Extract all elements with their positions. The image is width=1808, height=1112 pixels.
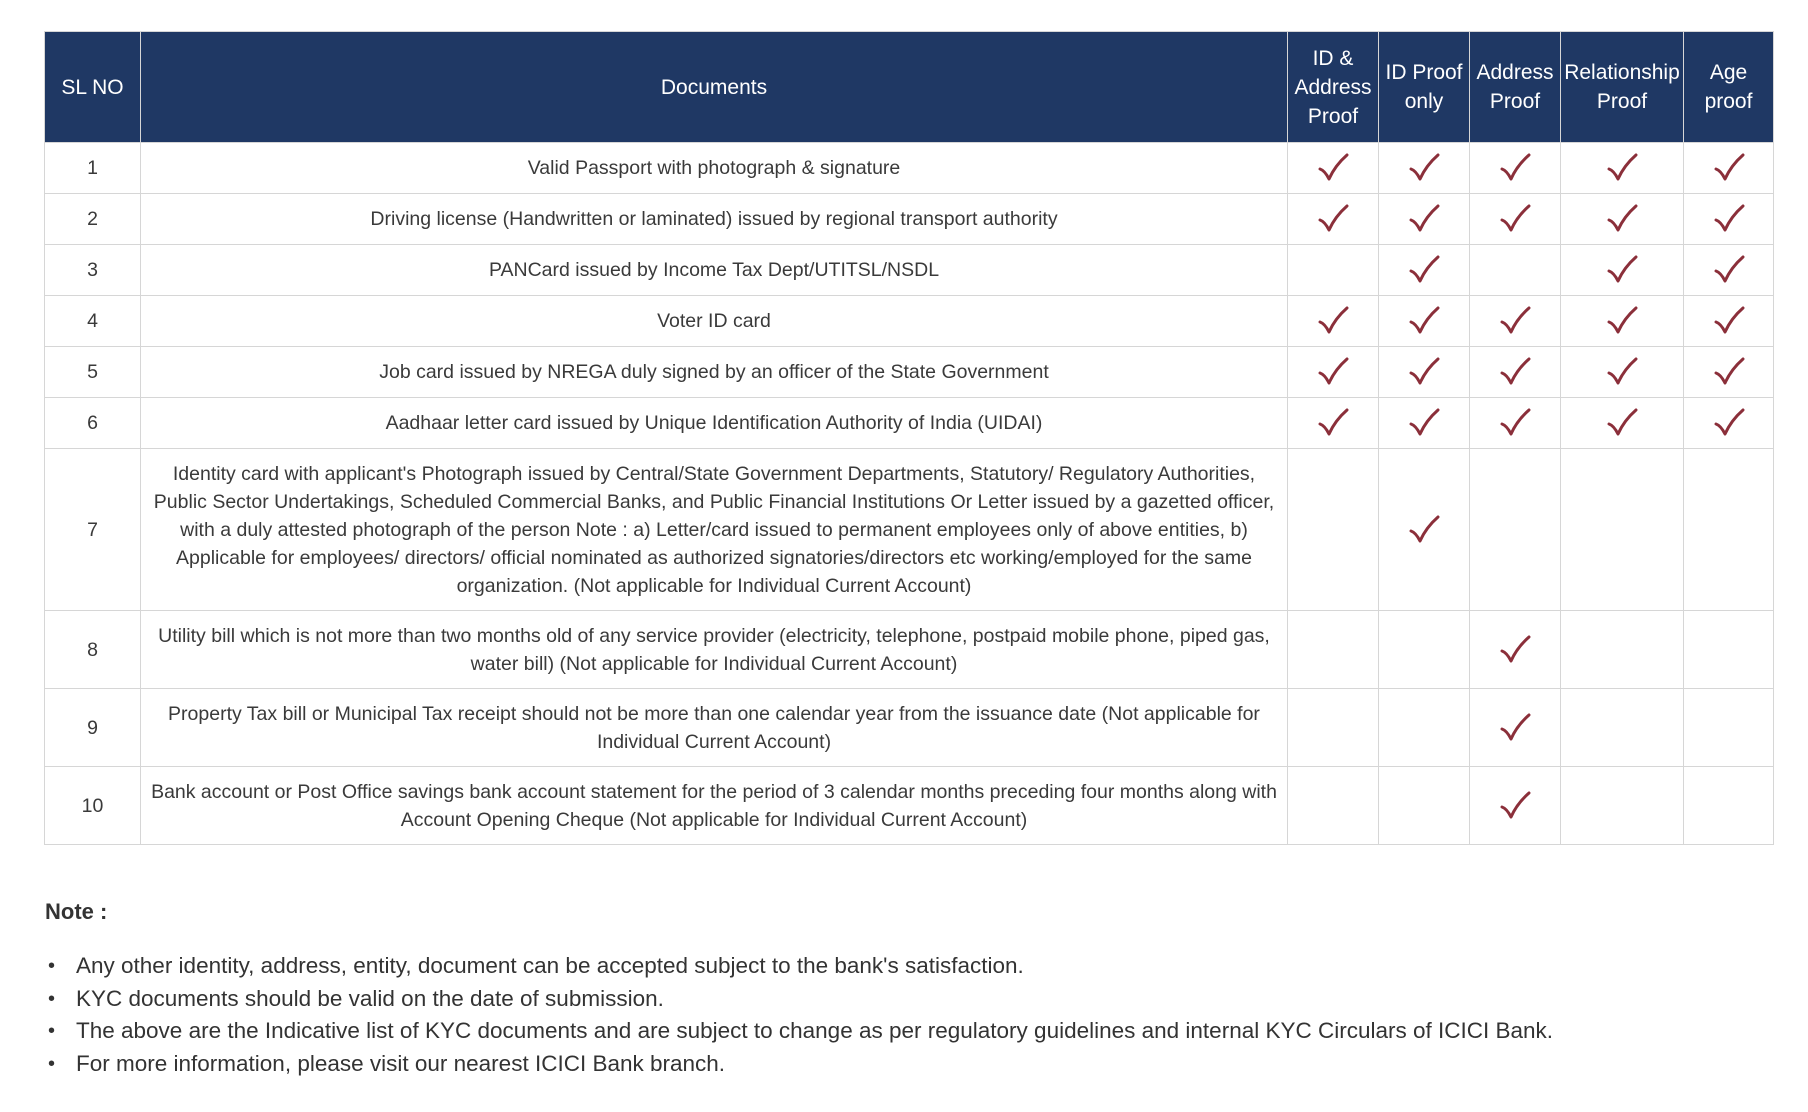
checkmark-icon xyxy=(1606,407,1638,439)
row-document: PANCard issued by Income Tax Dept/UTITSL/NSDL xyxy=(141,245,1288,296)
table-row xyxy=(45,347,1774,398)
checkmark-icon xyxy=(1606,152,1638,184)
row-sl-no: 10 xyxy=(45,767,141,845)
checkmark-icon xyxy=(1408,203,1440,235)
checkmark-icon xyxy=(1499,634,1531,666)
cell-id-address-proof xyxy=(1288,143,1379,194)
table-row xyxy=(45,398,1774,449)
checkmark-icon xyxy=(1606,254,1638,286)
cell-address-proof xyxy=(1470,245,1561,296)
cell-age-proof xyxy=(1684,194,1774,245)
table-row xyxy=(45,449,1774,611)
row-document: Aadhaar letter card issued by Unique Identification Authority of India (UIDAI) xyxy=(141,398,1288,449)
cell-id-proof-only xyxy=(1379,296,1470,347)
note-text: KYC documents should be valid on the date of submission. xyxy=(76,985,664,1011)
table-row xyxy=(45,194,1774,245)
header-age-proof: Age proof xyxy=(1684,32,1774,143)
note-text: Any other identity, address, entity, document can be accepted subject to the bank's satisfaction. xyxy=(76,953,1024,978)
cell-age-proof xyxy=(1684,245,1774,296)
checkmark-icon xyxy=(1317,203,1349,235)
table-header-row xyxy=(45,32,1774,143)
row-document: Driving license (Handwritten or laminated) issued by regional transport authority xyxy=(141,194,1288,245)
header-relationship-proof: Relationship Proof xyxy=(1561,32,1684,143)
cell-age-proof xyxy=(1684,767,1774,845)
cell-age-proof xyxy=(1684,347,1774,398)
row-sl-no: 5 xyxy=(45,347,141,398)
header-id-proof-only: ID Proof only xyxy=(1379,32,1470,143)
row-document: Job card issued by NREGA duly signed by an officer of the State Government xyxy=(141,347,1288,398)
row-document: Bank account or Post Office savings bank account statement for the period of 3 calendar months preceding four months along with Account Opening Cheque (Not applicable for Individual Current Account) xyxy=(141,767,1288,845)
checkmark-icon xyxy=(1317,407,1349,439)
checkmark-icon xyxy=(1713,356,1745,388)
cell-address-proof xyxy=(1470,143,1561,194)
checkmark-icon xyxy=(1499,712,1531,744)
checkmark-icon xyxy=(1408,254,1440,286)
row-sl-no: 6 xyxy=(45,398,141,449)
bullet-icon: • xyxy=(48,987,56,1010)
cell-relationship-proof xyxy=(1561,689,1684,767)
cell-id-address-proof xyxy=(1288,767,1379,845)
cell-relationship-proof xyxy=(1561,194,1684,245)
header-documents: Documents xyxy=(141,32,1288,143)
cell-relationship-proof xyxy=(1561,296,1684,347)
cell-id-proof-only xyxy=(1379,194,1470,245)
checkmark-icon xyxy=(1499,356,1531,388)
note-item xyxy=(45,1048,1765,1081)
cell-address-proof xyxy=(1470,611,1561,689)
cell-age-proof xyxy=(1684,398,1774,449)
cell-id-address-proof xyxy=(1288,245,1379,296)
checkmark-icon xyxy=(1713,254,1745,286)
row-document: Valid Passport with photograph & signature xyxy=(141,143,1288,194)
checkmark-icon xyxy=(1499,203,1531,235)
cell-relationship-proof xyxy=(1561,767,1684,845)
checkmark-icon xyxy=(1606,203,1638,235)
header-sl-no: SL NO xyxy=(45,32,141,143)
cell-id-proof-only xyxy=(1379,611,1470,689)
checkmark-icon xyxy=(1408,514,1440,546)
bullet-icon: • xyxy=(48,955,56,977)
table-body xyxy=(45,143,1774,845)
cell-age-proof xyxy=(1684,689,1774,767)
cell-id-proof-only xyxy=(1379,767,1470,845)
row-sl-no: 2 xyxy=(45,194,141,245)
checkmark-icon xyxy=(1317,356,1349,388)
cell-address-proof xyxy=(1470,689,1561,767)
cell-id-proof-only xyxy=(1379,347,1470,398)
checkmark-icon xyxy=(1408,305,1440,337)
cell-id-address-proof xyxy=(1288,611,1379,689)
cell-age-proof xyxy=(1684,449,1774,611)
note-item xyxy=(45,983,1765,1016)
cell-age-proof xyxy=(1684,143,1774,194)
cell-age-proof xyxy=(1684,611,1774,689)
header-id-address-proof: ID & Address Proof xyxy=(1288,32,1379,143)
checkmark-icon xyxy=(1606,305,1638,337)
note-item xyxy=(45,950,1765,983)
checkmark-icon xyxy=(1499,407,1531,439)
cell-address-proof xyxy=(1470,449,1561,611)
cell-id-proof-only xyxy=(1379,245,1470,296)
checkmark-icon xyxy=(1713,407,1745,439)
cell-relationship-proof xyxy=(1561,245,1684,296)
cell-relationship-proof xyxy=(1561,449,1684,611)
row-sl-no: 3 xyxy=(45,245,141,296)
row-document: Utility bill which is not more than two months old of any service provider (electricity, telephone, postpaid mobile phone, piped gas, water bill) (Not applicable for Individual Current Account) xyxy=(141,611,1288,689)
cell-id-proof-only xyxy=(1379,449,1470,611)
note-text: The above are the Indicative list of KYC documents and are subject to change as per regulatory guidelines and internal KYC Circulars of ICICI Bank. xyxy=(76,1018,1554,1044)
cell-id-proof-only xyxy=(1379,689,1470,767)
cell-address-proof xyxy=(1470,398,1561,449)
table-row xyxy=(45,245,1774,296)
cell-id-proof-only xyxy=(1379,398,1470,449)
checkmark-icon xyxy=(1317,152,1349,184)
row-sl-no: 8 xyxy=(45,611,141,689)
row-sl-no: 1 xyxy=(45,143,141,194)
bullet-icon: • xyxy=(48,1053,56,1076)
table-row xyxy=(45,767,1774,845)
checkmark-icon xyxy=(1408,407,1440,439)
cell-relationship-proof xyxy=(1561,611,1684,689)
cell-id-address-proof xyxy=(1288,194,1379,245)
cell-address-proof xyxy=(1470,194,1561,245)
checkmark-icon xyxy=(1408,152,1440,184)
cell-id-address-proof xyxy=(1288,449,1379,611)
row-document: Property Tax bill or Municipal Tax receipt should not be more than one calendar year from the issuance date (Not applicable for Individual Current Account) xyxy=(141,689,1288,767)
cell-relationship-proof xyxy=(1561,398,1684,449)
row-document: Voter ID card xyxy=(141,296,1288,347)
cell-address-proof xyxy=(1470,767,1561,845)
cell-relationship-proof xyxy=(1561,143,1684,194)
header-address-proof: Address Proof xyxy=(1470,32,1561,143)
checkmark-icon xyxy=(1408,356,1440,388)
checkmark-icon xyxy=(1499,152,1531,184)
checkmark-icon xyxy=(1713,203,1745,235)
notes-list xyxy=(45,950,1765,1081)
checkmark-icon xyxy=(1499,305,1531,337)
note-item xyxy=(45,1015,1765,1048)
checkmark-icon xyxy=(1606,356,1638,388)
cell-id-address-proof xyxy=(1288,347,1379,398)
table-row xyxy=(45,143,1774,194)
checkmark-icon xyxy=(1499,790,1531,822)
row-sl-no: 7 xyxy=(45,449,141,611)
table-row xyxy=(45,611,1774,689)
checkmark-icon xyxy=(1713,152,1745,184)
row-sl-no: 4 xyxy=(45,296,141,347)
checkmark-icon xyxy=(1317,305,1349,337)
cell-id-proof-only xyxy=(1379,143,1470,194)
cell-id-address-proof xyxy=(1288,398,1379,449)
row-sl-no: 9 xyxy=(45,689,141,767)
cell-relationship-proof xyxy=(1561,347,1684,398)
cell-id-address-proof xyxy=(1288,689,1379,767)
table-row xyxy=(45,689,1774,767)
row-document: Identity card with applicant's Photograph issued by Central/State Government Departments, Statutory/ Regulatory Authorities, Public Sector Undertakings, Scheduled Commercial Banks, and Public Financial Institutions Or Letter issued by a gazetted officer, with a duly attested photograph of the person Note : a) Letter/card issued to permanent employees only of above entities, b) Applicable for employees/ directors/ official nominated as authorized signatories/directors etc working/employed for the same organization. (Not applicable for Individual Current Account) xyxy=(141,449,1288,611)
note-text: For more information, please visit our nearest ICICI Bank branch. xyxy=(76,1051,726,1077)
table-row xyxy=(45,296,1774,347)
cell-address-proof xyxy=(1470,347,1561,398)
bullet-icon: • xyxy=(48,1020,56,1043)
cell-id-address-proof xyxy=(1288,296,1379,347)
cell-address-proof xyxy=(1470,296,1561,347)
cell-age-proof xyxy=(1684,296,1774,347)
kyc-documents-table xyxy=(44,31,1774,845)
checkmark-icon xyxy=(1713,305,1745,337)
note-title: Note : xyxy=(45,899,108,924)
